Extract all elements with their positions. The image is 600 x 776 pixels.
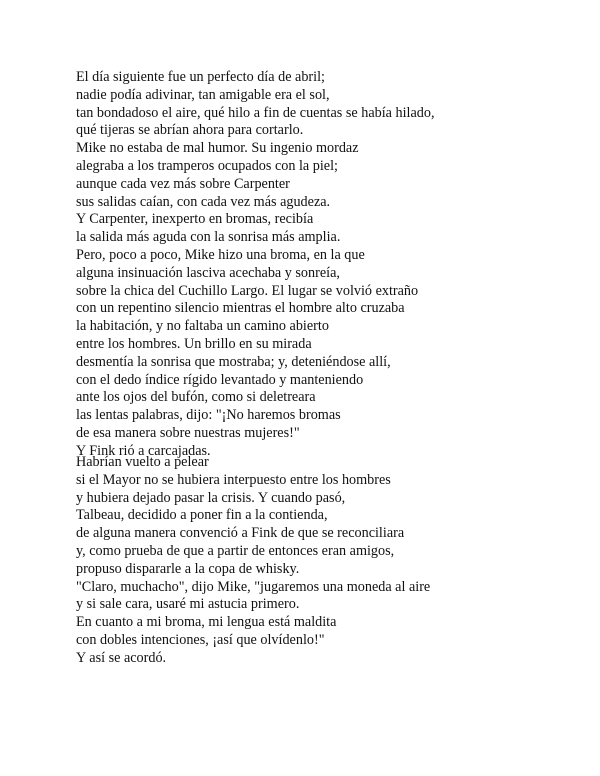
text-line: si el Mayor no se hubiera interpuesto entre los hombres <box>76 471 391 488</box>
stanza-2 <box>76 454 576 668</box>
text-line: Habrían vuelto a pelear <box>76 454 209 470</box>
text-line: con un repentino silencio mientras el hombre alto cruzaba <box>76 300 405 317</box>
text-line: sobre la chica del Cuchillo Largo. El lugar se volvió extraño <box>76 282 419 299</box>
text-line: En cuanto a mi broma, mi lengua está maldita <box>76 614 337 631</box>
text-line: la habitación, y no faltaba un camino abierto <box>76 318 329 335</box>
text-line: desmentía la sonrisa que mostraba; y, deteniéndose allí, <box>76 353 391 370</box>
text-line: entre los hombres. Un brillo en su mirada <box>76 335 312 352</box>
text-line: Talbeau, decidido a poner fin a la contienda, <box>76 507 328 524</box>
text-line: aunque cada vez más sobre Carpenter <box>76 175 290 192</box>
text-line: alegraba a los tramperos ocupados con la piel; <box>76 157 338 174</box>
text-line: Mike no estaba de mal humor. Su ingenio mordaz <box>76 140 359 157</box>
text-line: de esa manera sobre nuestras mujeres!" <box>76 424 300 441</box>
text-line: Y así se acordó. <box>76 649 167 666</box>
text-line: y si sale cara, usaré mi astucia primero. <box>76 596 300 613</box>
text-line: qué tijeras se abrían ahora para cortarlo. <box>76 122 304 139</box>
text-line: con el dedo índice rígido levantado y manteniendo <box>76 371 364 388</box>
text-line: sus salidas caían, con cada vez más agudeza. <box>76 193 331 210</box>
text-line: El día siguiente fue un perfecto día de abril; <box>76 69 325 85</box>
text-line: tan bondadoso el aire, qué hilo a fin de cuentas se había hilado, <box>76 104 435 121</box>
text-line: Pero, poco a poco, Mike hizo una broma, en la que <box>76 246 365 263</box>
text-line: las lentas palabras, dijo: "¡No haremos bromas <box>76 407 341 424</box>
text-line: Y Carpenter, inexperto en bromas, recibía <box>76 211 314 228</box>
text-line: la salida más aguda con la sonrisa más amplia. <box>76 229 341 246</box>
text-line: Y Fink rió a carcajadas. <box>76 442 211 459</box>
text-line: "Claro, muchacho", dijo Mike, "jugaremos una moneda al aire <box>76 578 431 595</box>
text-line: y, como prueba de que a partir de entonces eran amigos, <box>76 542 395 559</box>
text-line: con dobles intenciones, ¡así que olvídenlo!" <box>76 631 325 648</box>
text-line: ante los ojos del bufón, como si deletreara <box>76 389 316 406</box>
text-line: alguna insinuación lasciva acechaba y sonreía, <box>76 264 340 281</box>
stanza-1 <box>76 69 576 461</box>
text-line: y hubiera dejado pasar la crisis. Y cuando pasó, <box>76 489 346 506</box>
text-line: nadie podía adivinar, tan amigable era el sol, <box>76 86 330 103</box>
text-line: propuso dispararle a la copa de whisky. <box>76 560 300 577</box>
text-line: de alguna manera convenció a Fink de que se reconciliara <box>76 525 405 542</box>
